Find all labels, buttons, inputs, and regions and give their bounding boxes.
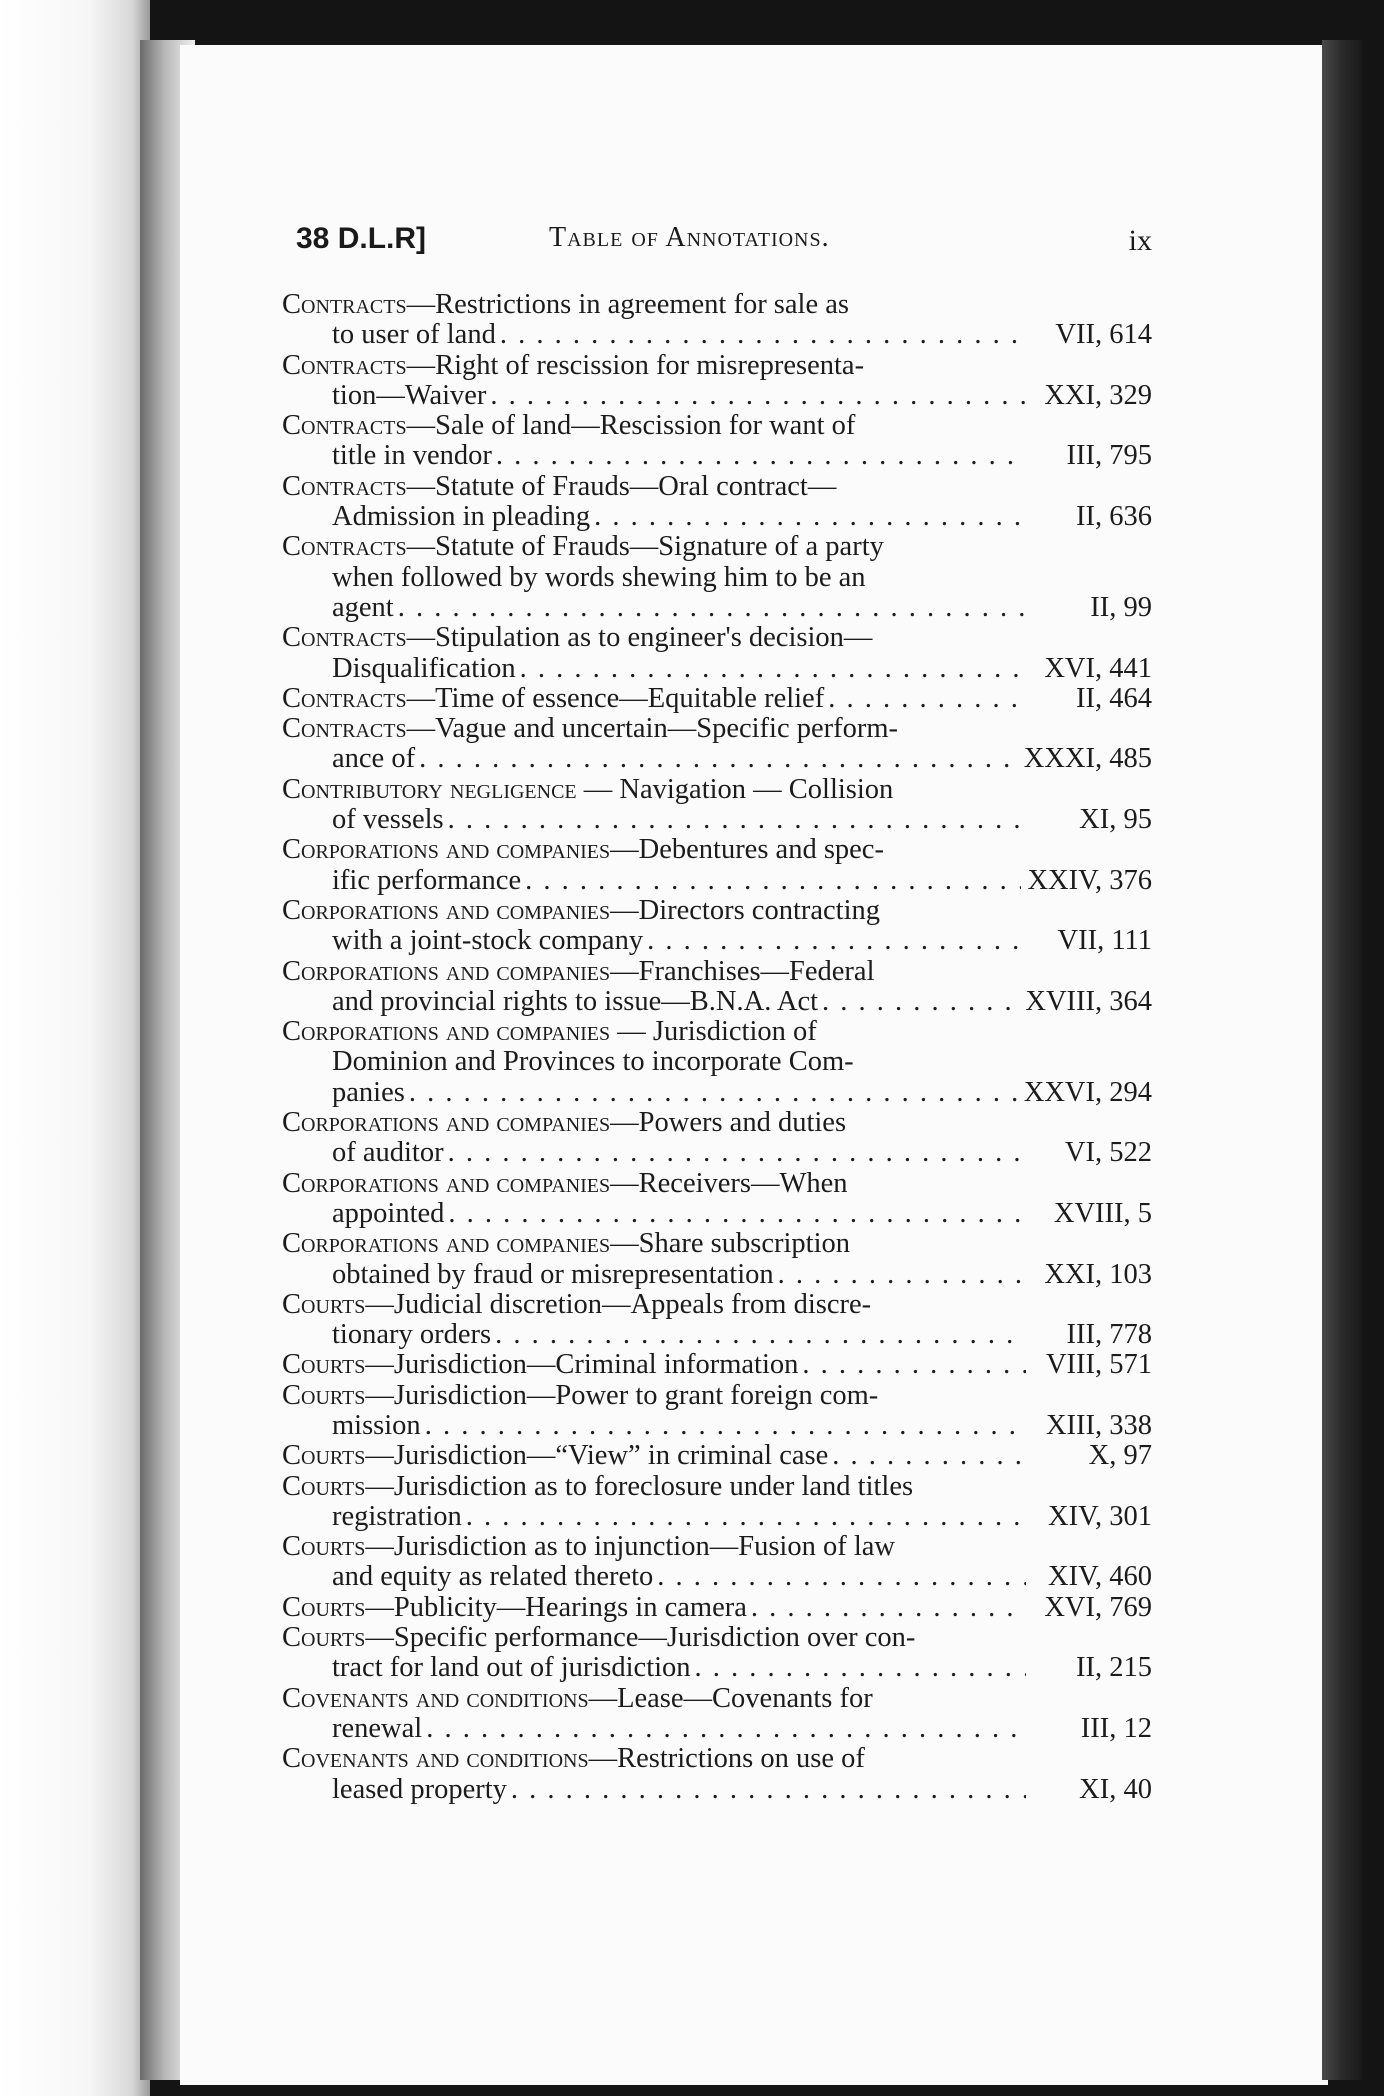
dot-leader bbox=[802, 1350, 1026, 1380]
entry-last-line bbox=[282, 593, 1152, 623]
index-entry bbox=[282, 1350, 1152, 1380]
entry-last-line bbox=[282, 1078, 1152, 1108]
entry-subject: mission bbox=[332, 1410, 421, 1441]
entry-line bbox=[282, 1684, 1152, 1714]
volume-label: 38 D.L.R] bbox=[296, 222, 427, 255]
volume-page-reference: XIV, 460 bbox=[1048, 1562, 1152, 1593]
entry-last-line bbox=[282, 805, 1152, 835]
entry-heading: Contracts bbox=[282, 714, 407, 745]
index-entry bbox=[282, 623, 1152, 684]
entry-subject: —Jurisdiction as to injunction—Fusion of law bbox=[365, 1532, 895, 1563]
entry-subject: —Time of essence—Equitable relief bbox=[406, 683, 825, 714]
volume-page-reference: XIV, 301 bbox=[1048, 1501, 1152, 1532]
entry-heading: Contracts bbox=[282, 623, 407, 654]
entry-heading: Corporations and companies bbox=[282, 835, 611, 866]
index-entry bbox=[282, 1169, 1152, 1230]
entry-text bbox=[282, 714, 898, 744]
entry-subject: registration bbox=[332, 1501, 462, 1532]
dot-leader bbox=[409, 1078, 1018, 1108]
dot-leader bbox=[751, 1593, 1026, 1623]
entry-text bbox=[282, 835, 884, 865]
entry-subject: —Jurisdiction—Power to grant foreign com- bbox=[365, 1380, 879, 1411]
dot-leader bbox=[647, 926, 1026, 956]
entry-subject: —Publicity—Hearings in camera bbox=[365, 1592, 747, 1623]
running-header bbox=[296, 222, 1152, 258]
entry-text bbox=[332, 1714, 422, 1744]
entry-heading: Corporations and companies bbox=[282, 956, 611, 987]
entry-subject: —Lease—Covenants for bbox=[588, 1683, 873, 1714]
volume-page-reference: VI, 522 bbox=[1064, 1138, 1152, 1169]
entry-text bbox=[282, 1229, 850, 1259]
index-entry bbox=[282, 1684, 1152, 1745]
entry-line bbox=[282, 957, 1152, 987]
entry-last-line bbox=[282, 320, 1152, 350]
dot-leader bbox=[828, 684, 1026, 714]
entry-line bbox=[282, 1532, 1152, 1562]
index-entry bbox=[282, 1623, 1152, 1684]
entry-subject: tionary orders bbox=[332, 1320, 492, 1351]
entry-line bbox=[282, 1472, 1152, 1502]
entry-last-line bbox=[282, 1260, 1152, 1290]
entry-last-line bbox=[282, 744, 1152, 774]
entry-heading: Contracts bbox=[282, 532, 407, 563]
volume-page-reference: XXI, 103 bbox=[1044, 1259, 1152, 1290]
entry-line bbox=[282, 1381, 1152, 1411]
entry-text bbox=[332, 1502, 462, 1532]
entry-text bbox=[282, 290, 849, 320]
entry-heading: Courts bbox=[282, 1532, 366, 1563]
entry-text bbox=[332, 744, 415, 774]
volume-page-reference: XVIII, 364 bbox=[1025, 986, 1152, 1017]
entry-text bbox=[282, 1744, 865, 1774]
entry-line bbox=[282, 835, 1152, 865]
entry-last-line bbox=[282, 1411, 1152, 1441]
dot-leader bbox=[490, 381, 1026, 411]
entry-text bbox=[332, 1047, 854, 1077]
entry-subject: leased property bbox=[332, 1774, 507, 1805]
volume-page-reference: II, 636 bbox=[1076, 502, 1152, 533]
entry-heading: Corporations and companies bbox=[282, 1108, 611, 1139]
entry-text bbox=[332, 563, 866, 593]
entry-text bbox=[332, 320, 496, 350]
entry-text bbox=[282, 896, 880, 926]
entry-line bbox=[282, 472, 1152, 502]
dot-leader bbox=[525, 866, 1021, 896]
entry-subject: —Restrictions in agreement for sale as bbox=[406, 290, 849, 320]
volume-page-reference: XIII, 338 bbox=[1045, 1410, 1152, 1441]
entry-last-line bbox=[282, 1350, 1152, 1380]
entry-last-line bbox=[282, 1441, 1152, 1471]
index-entry bbox=[282, 1381, 1152, 1442]
entry-heading: Contracts bbox=[282, 290, 407, 320]
entry-text bbox=[332, 381, 486, 411]
entry-subject: tract for land out of jurisdiction bbox=[332, 1653, 691, 1684]
entry-heading: Courts bbox=[282, 1592, 366, 1623]
dot-leader bbox=[511, 1775, 1026, 1805]
index-entry bbox=[282, 532, 1152, 623]
index-entry bbox=[282, 1744, 1152, 1805]
volume-page-reference: XXVI, 294 bbox=[1023, 1077, 1152, 1108]
entry-subject: Dominion and Provinces to incorporate Com- bbox=[332, 1047, 854, 1078]
entry-line bbox=[282, 623, 1152, 653]
entry-text bbox=[332, 1199, 444, 1229]
entry-subject: with a joint-stock company bbox=[332, 926, 644, 957]
entry-last-line bbox=[282, 1199, 1152, 1229]
left-page-edge bbox=[0, 0, 150, 2096]
entry-subject: panies bbox=[332, 1077, 405, 1108]
dot-leader bbox=[398, 593, 1026, 623]
entry-last-line bbox=[282, 926, 1152, 956]
entry-line bbox=[282, 1290, 1152, 1320]
volume-page-reference: III, 795 bbox=[1066, 441, 1152, 472]
dot-leader bbox=[496, 441, 1026, 471]
entry-text bbox=[282, 623, 872, 653]
entry-text bbox=[332, 1320, 491, 1350]
entry-heading: Courts bbox=[282, 1471, 366, 1502]
entry-text bbox=[282, 1290, 871, 1320]
entry-heading: Contracts bbox=[282, 411, 407, 442]
entry-text bbox=[282, 1623, 915, 1653]
entry-text bbox=[282, 1532, 895, 1562]
dot-leader bbox=[448, 805, 1026, 835]
index-entry bbox=[282, 1290, 1152, 1351]
dot-leader bbox=[448, 1138, 1026, 1168]
entry-text bbox=[332, 654, 516, 684]
entry-subject: —Share subscription bbox=[610, 1229, 850, 1260]
index-entry bbox=[282, 1532, 1152, 1593]
dot-leader bbox=[495, 1320, 1026, 1350]
entry-line bbox=[282, 1229, 1152, 1259]
entry-line bbox=[282, 411, 1152, 441]
index-entry bbox=[282, 775, 1152, 836]
entry-text bbox=[332, 1260, 774, 1290]
entry-last-line bbox=[282, 1593, 1152, 1623]
entry-last-line bbox=[282, 441, 1152, 471]
entry-heading: Corporations and companies bbox=[282, 1229, 611, 1260]
entry-text bbox=[282, 1441, 828, 1471]
entry-subject: when followed by words shewing him to be an bbox=[332, 562, 866, 593]
entry-text bbox=[332, 1411, 421, 1441]
index-entry bbox=[282, 896, 1152, 957]
entry-line bbox=[282, 1623, 1152, 1653]
entry-subject: and equity as related thereto bbox=[332, 1562, 654, 1593]
dot-leader bbox=[500, 320, 1026, 350]
entry-subject: ance of bbox=[332, 744, 416, 775]
entry-text bbox=[282, 1593, 747, 1623]
entry-heading: Courts bbox=[282, 1623, 366, 1654]
entry-heading: Courts bbox=[282, 1350, 366, 1381]
entry-heading: Courts bbox=[282, 1380, 366, 1411]
entry-subject: —Stipulation as to engineer's decision— bbox=[406, 623, 873, 654]
index-entry bbox=[282, 411, 1152, 472]
entry-subject: obtained by fraud or misrepresentation bbox=[332, 1259, 774, 1290]
index-entry bbox=[282, 684, 1152, 714]
entry-text bbox=[332, 926, 643, 956]
volume-page-reference: XI, 95 bbox=[1079, 805, 1152, 836]
index-entry bbox=[282, 472, 1152, 533]
volume-page-reference: XXI, 329 bbox=[1044, 380, 1152, 411]
entry-line bbox=[282, 1047, 1152, 1077]
dot-leader bbox=[426, 1714, 1026, 1744]
entry-last-line bbox=[282, 866, 1152, 896]
entry-subject: renewal bbox=[332, 1713, 423, 1744]
entry-text bbox=[282, 1472, 913, 1502]
dot-leader bbox=[695, 1653, 1026, 1683]
page-number: ix bbox=[1128, 224, 1152, 257]
index-entry bbox=[282, 835, 1152, 896]
entry-text bbox=[282, 351, 864, 381]
annotations-list bbox=[282, 290, 1152, 1805]
entry-text bbox=[332, 441, 492, 471]
entry-text bbox=[332, 1138, 444, 1168]
index-entry bbox=[282, 957, 1152, 1018]
index-entry bbox=[282, 1108, 1152, 1169]
entry-line bbox=[282, 351, 1152, 381]
index-entry bbox=[282, 290, 1152, 351]
entry-last-line bbox=[282, 1653, 1152, 1683]
dot-leader bbox=[657, 1562, 1026, 1592]
index-entry bbox=[282, 1472, 1152, 1533]
entry-subject: agent bbox=[332, 592, 394, 623]
entry-text bbox=[332, 1078, 405, 1108]
dot-leader bbox=[778, 1260, 1026, 1290]
entry-line bbox=[282, 896, 1152, 926]
entry-heading: Courts bbox=[282, 1289, 366, 1320]
volume-page-reference: III, 12 bbox=[1080, 1713, 1152, 1744]
entry-line bbox=[282, 714, 1152, 744]
entry-text bbox=[332, 1775, 507, 1805]
dot-leader bbox=[419, 744, 1018, 774]
entry-subject: —Powers and duties bbox=[610, 1108, 847, 1139]
entry-text bbox=[282, 775, 893, 805]
entry-last-line bbox=[282, 987, 1152, 1017]
entry-text bbox=[332, 1562, 653, 1592]
entry-subject: —Restrictions on use of bbox=[588, 1744, 865, 1775]
entry-subject: of vessels bbox=[332, 805, 444, 836]
entry-heading: Corporations and companies bbox=[282, 1017, 611, 1048]
page-title: Table of Annotations. bbox=[549, 222, 830, 253]
entry-subject: Disqualification bbox=[332, 653, 516, 684]
entry-subject: appointed bbox=[332, 1198, 445, 1229]
entry-subject: —Debentures and spec- bbox=[610, 835, 884, 866]
entry-subject: title in vendor bbox=[332, 441, 492, 472]
dot-leader bbox=[448, 1199, 1026, 1229]
entry-heading: Corporations and companies bbox=[282, 895, 611, 926]
entry-line bbox=[282, 1169, 1152, 1199]
volume-page-reference: II, 215 bbox=[1076, 1653, 1152, 1684]
entry-line bbox=[282, 532, 1152, 562]
entry-subject: —Sale of land—Rescission for want of bbox=[406, 411, 856, 442]
dot-leader bbox=[822, 987, 1019, 1017]
entry-last-line bbox=[282, 684, 1152, 714]
index-entry bbox=[282, 351, 1152, 412]
entry-last-line bbox=[282, 654, 1152, 684]
entry-subject: tion—Waiver bbox=[332, 380, 487, 411]
volume-page-reference: III, 778 bbox=[1066, 1320, 1152, 1351]
entry-last-line bbox=[282, 1320, 1152, 1350]
entry-subject: —Right of rescission for misrepresenta- bbox=[406, 350, 865, 381]
entry-heading: Contracts bbox=[282, 471, 407, 502]
entry-subject: ific performance bbox=[332, 865, 522, 896]
entry-text bbox=[332, 593, 394, 623]
entry-text bbox=[332, 987, 818, 1017]
right-page-edge bbox=[1322, 40, 1362, 2080]
entry-subject: and provincial rights to issue—B.N.A. Act bbox=[332, 986, 819, 1017]
entry-subject: —Receivers—When bbox=[610, 1168, 848, 1199]
entry-subject: —Judicial discretion—Appeals from discre- bbox=[365, 1289, 872, 1320]
index-entry bbox=[282, 714, 1152, 775]
entry-line bbox=[282, 290, 1152, 320]
entry-text bbox=[282, 1017, 817, 1047]
entry-subject: —Statute of Frauds—Signature of a party bbox=[406, 532, 884, 563]
volume-page-reference: VIII, 571 bbox=[1045, 1350, 1152, 1381]
entry-subject: to user of land bbox=[332, 320, 496, 351]
entry-subject: —Directors contracting bbox=[610, 895, 880, 926]
entry-last-line bbox=[282, 381, 1152, 411]
entry-last-line bbox=[282, 1714, 1152, 1744]
dot-leader bbox=[594, 502, 1026, 532]
entry-subject: Admission in pleading bbox=[332, 502, 591, 533]
entry-subject: —Specific performance—Jurisdiction over con- bbox=[365, 1623, 916, 1654]
entry-subject: — Jurisdiction of bbox=[610, 1017, 817, 1048]
entry-subject: —Jurisdiction—Criminal information bbox=[365, 1350, 799, 1381]
index-entry bbox=[282, 1229, 1152, 1290]
entry-heading: Covenants and conditions bbox=[282, 1683, 589, 1714]
volume-page-reference: XVIII, 5 bbox=[1053, 1198, 1152, 1229]
volume-page-reference: VII, 111 bbox=[1057, 926, 1152, 957]
entry-line bbox=[282, 1744, 1152, 1774]
entry-heading: Courts bbox=[282, 1441, 366, 1472]
entry-text bbox=[282, 411, 855, 441]
entry-text bbox=[282, 957, 875, 987]
entry-text bbox=[282, 1381, 878, 1411]
entry-text bbox=[282, 1169, 848, 1199]
volume-page-reference: II, 99 bbox=[1090, 592, 1152, 623]
entry-text bbox=[282, 1684, 873, 1714]
volume-page-reference: VII, 614 bbox=[1055, 320, 1152, 351]
dot-leader bbox=[425, 1411, 1026, 1441]
entry-subject: of auditor bbox=[332, 1138, 444, 1169]
entry-text bbox=[282, 472, 836, 502]
entry-heading: Corporations and companies bbox=[282, 1168, 611, 1199]
dot-leader bbox=[520, 654, 1026, 684]
entry-last-line bbox=[282, 1775, 1152, 1805]
entry-subject: —Jurisdiction as to foreclosure under land titles bbox=[365, 1471, 914, 1502]
entry-text bbox=[282, 684, 824, 714]
entry-line bbox=[282, 563, 1152, 593]
entry-text bbox=[332, 866, 521, 896]
entry-text bbox=[332, 1653, 691, 1683]
index-entry bbox=[282, 1593, 1152, 1623]
volume-page-reference: X, 97 bbox=[1088, 1441, 1152, 1472]
entry-text bbox=[282, 1108, 846, 1138]
entry-last-line bbox=[282, 1138, 1152, 1168]
volume-page-reference: XXIV, 376 bbox=[1027, 865, 1152, 896]
index-entry bbox=[282, 1017, 1152, 1108]
volume-page-reference: XVI, 769 bbox=[1044, 1592, 1152, 1623]
entry-heading: Contracts bbox=[282, 683, 407, 714]
volume-page-reference: XXXI, 485 bbox=[1023, 744, 1152, 775]
entry-text bbox=[332, 805, 444, 835]
dot-leader bbox=[832, 1441, 1026, 1471]
entry-subject: —Franchises—Federal bbox=[610, 956, 875, 987]
volume-page-reference: XI, 40 bbox=[1079, 1774, 1152, 1805]
dot-leader bbox=[466, 1502, 1026, 1532]
entry-subject: — Navigation — Collision bbox=[576, 774, 894, 805]
entry-line bbox=[282, 1017, 1152, 1047]
index-entry bbox=[282, 1441, 1152, 1471]
entry-text bbox=[282, 1350, 798, 1380]
volume-page-reference: XVI, 441 bbox=[1044, 653, 1152, 684]
entry-subject: —Statute of Frauds—Oral contract— bbox=[406, 471, 837, 502]
entry-subject: —Vague and uncertain—Specific perform- bbox=[406, 714, 899, 745]
entry-heading: Contracts bbox=[282, 350, 407, 381]
entry-last-line bbox=[282, 1562, 1152, 1592]
entry-text bbox=[332, 502, 590, 532]
entry-last-line bbox=[282, 1502, 1152, 1532]
entry-line bbox=[282, 1108, 1152, 1138]
volume-page-reference: II, 464 bbox=[1076, 683, 1152, 714]
entry-text bbox=[282, 532, 884, 562]
entry-heading: Covenants and conditions bbox=[282, 1744, 589, 1775]
entry-heading: Contributory negligence bbox=[282, 774, 577, 805]
entry-last-line bbox=[282, 502, 1152, 532]
entry-subject: —Jurisdiction—“View” in criminal case bbox=[365, 1441, 829, 1472]
entry-line bbox=[282, 775, 1152, 805]
